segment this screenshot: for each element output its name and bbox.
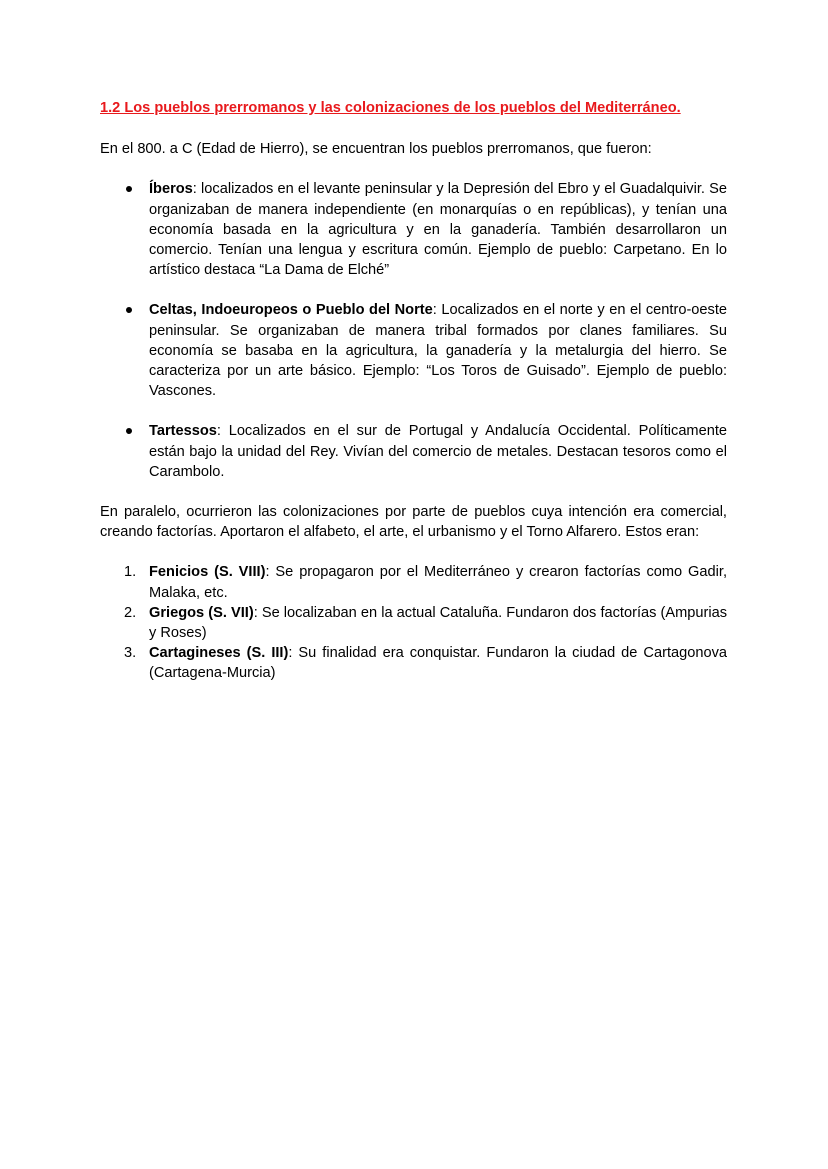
colonizer-description: : Su finalidad era conquistar. Fundaron la ciudad de Cartagonova (Cartagena-Murcia) — [149, 645, 727, 682]
section-heading: 1.2 Los pueblos prerromanos y las colonizaciones de los pueblos del Mediterráneo. — [100, 100, 681, 116]
colonizer-description: : Se propagaron por el Mediterráneo y crearon factorías como Gadir, Malaka, etc. — [149, 564, 727, 601]
list-number: 2. — [124, 604, 137, 621]
bullet-icon — [126, 428, 132, 434]
colonizer-name: Griegos (S. VII) — [149, 604, 254, 621]
list-item — [100, 300, 727, 401]
peoples-list — [100, 179, 727, 482]
intro-paragraph: En el 800. a C (Edad de Hierro), se encuentran los pueblos prerromanos, que fueron: — [100, 141, 652, 158]
people-name: Celtas, Indoeuropeos o Pueblo del Norte — [149, 302, 433, 319]
people-name: Tartessos — [149, 423, 217, 440]
list-number: 1. — [124, 564, 137, 581]
list-item — [100, 603, 727, 643]
bullet-icon — [126, 186, 132, 192]
colonizer-description: : Se localizaban en la actual Cataluña. Fundaron dos factorías (Ampurias y Roses) — [149, 604, 727, 642]
people-name: Íberos — [149, 181, 193, 198]
list-item — [100, 421, 727, 482]
colonizer-name: Cartagineses (S. III) — [149, 645, 289, 662]
people-description: : Localizados en el norte y en el centro-oeste peninsular. Se organizaban de manera tribal formados por clanes familiares. Su economía se basaba en la agricultura, la ganadería y la metalurgia del hierro. Se caracteriza por un arte básico. Ejemplo: “Los Toros de Guisado”. Ejemplo de pueblo: Vascones. — [149, 302, 728, 400]
people-description: : localizados en el levante peninsular y la Depresión del Ebro y el Guadalquivir. Se organizaban de manera independiente (en monarquías o en repúblicas), y tenían una economía basada en la agricultura y en la ganadería. También desarrollaron un comercio. Tenían una lengua y escritura común. Ejemplo de pueblo: Carpetano. En lo artístico destaca “La Dama de Elché” — [149, 181, 727, 279]
list-item — [100, 179, 727, 280]
colonizer-name: Fenicios (S. VIII) — [149, 564, 266, 581]
document-page — [100, 98, 727, 684]
list-item — [100, 643, 727, 683]
people-description: : Localizados en el sur de Portugal y Andalucía Occidental. Políticamente están bajo la unidad del Rey. Vivían del comercio de metales. Destacan tesoros como el Carambolo. — [149, 423, 727, 480]
colonizers-list — [100, 562, 727, 683]
bullet-icon — [126, 307, 132, 313]
colonization-paragraph: En paralelo, ocurrieron las colonizaciones por parte de pueblos cuya intención era comercial, creando factorías. Aportaron el alfabeto, el arte, el urbanismo y el Torno Alfarero. Estos eran: — [100, 504, 727, 541]
list-number: 3. — [124, 645, 137, 662]
list-item — [100, 562, 727, 602]
